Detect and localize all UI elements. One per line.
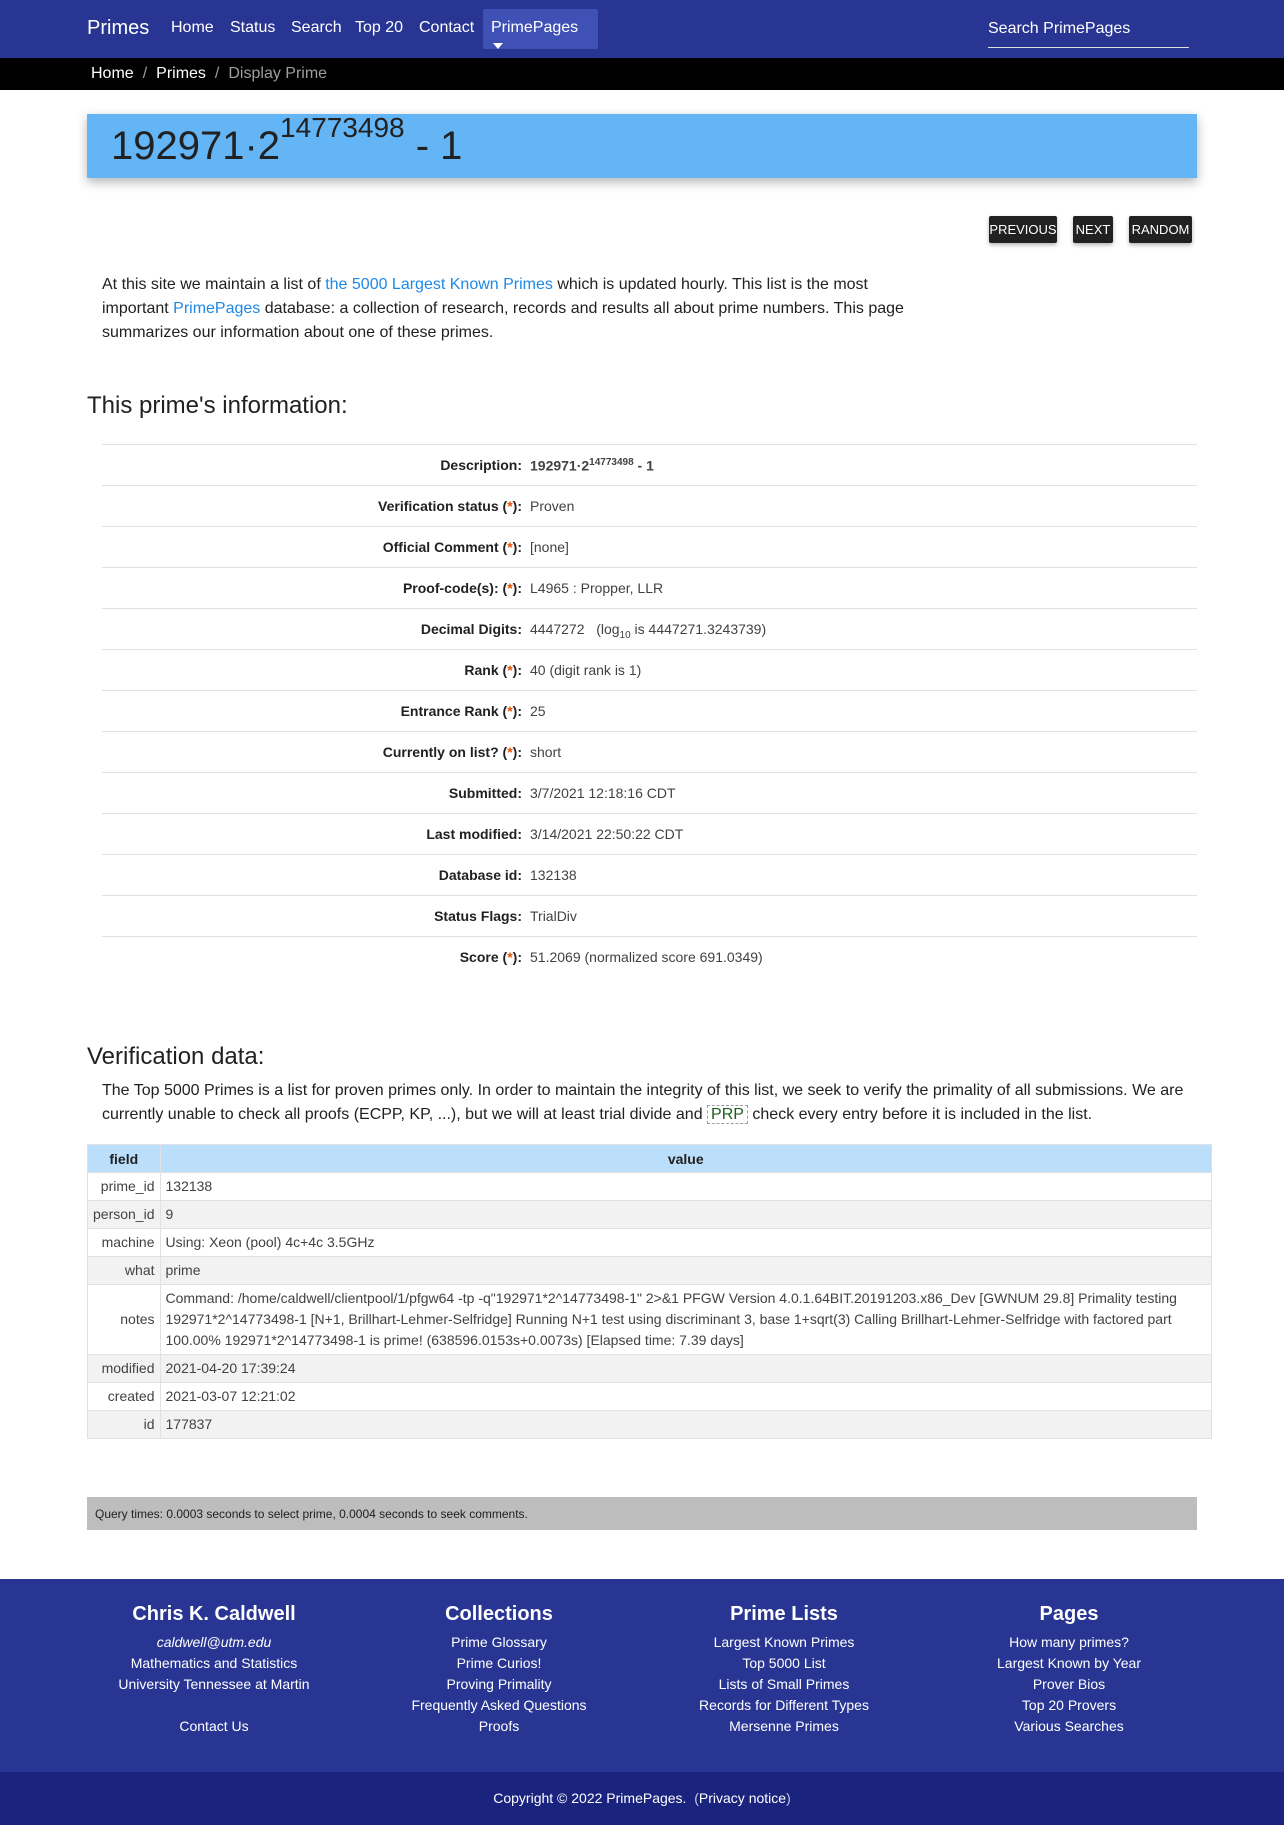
label-text: Currently on list? bbox=[382, 744, 499, 760]
value: short bbox=[530, 744, 562, 760]
log-text: is 4447271.3243739) bbox=[630, 621, 767, 637]
colon: : bbox=[517, 580, 522, 596]
colon: : bbox=[517, 662, 522, 678]
footer-link[interactable]: Lists of Small Primes bbox=[718, 1676, 850, 1692]
colon: : bbox=[517, 744, 522, 760]
value-cell: 9 bbox=[160, 1201, 1212, 1229]
search-input[interactable] bbox=[988, 10, 1189, 48]
footer-spacer bbox=[71, 1695, 357, 1716]
table-row bbox=[88, 1173, 1212, 1201]
label: Proof-code(s): (*): bbox=[402, 580, 522, 596]
label: Currently on list? (*): bbox=[382, 744, 522, 760]
help-star-link[interactable]: * bbox=[507, 744, 513, 760]
value-cell: Using: Xeon (pool) 4c+4c 3.5GHz bbox=[160, 1229, 1212, 1257]
field-cell: person_id bbox=[88, 1201, 161, 1229]
nav-home[interactable]: Home bbox=[171, 19, 214, 36]
field-cell: machine bbox=[88, 1229, 161, 1257]
info-row-description bbox=[102, 444, 1197, 485]
footer-heading: Chris K. Caldwell bbox=[132, 1603, 296, 1625]
breadcrumb-separator: / bbox=[142, 65, 148, 82]
colon: : bbox=[517, 539, 522, 555]
info-row-rank bbox=[102, 649, 1197, 690]
help-star-link[interactable]: * bbox=[507, 662, 513, 678]
value-cell: 2021-03-07 12:21:02 bbox=[160, 1383, 1212, 1411]
footer-link[interactable]: Top 5000 List bbox=[742, 1655, 826, 1671]
paren-close: ) bbox=[786, 1790, 791, 1806]
next-button[interactable]: NEXT bbox=[1073, 216, 1113, 243]
log-sub: 10 bbox=[619, 629, 631, 641]
table-row bbox=[88, 1411, 1212, 1439]
breadcrumb bbox=[0, 58, 1284, 90]
verification-heading: Verification data: bbox=[87, 1043, 265, 1070]
label-text: Rank bbox=[464, 662, 499, 678]
page-title bbox=[87, 114, 1197, 178]
footer-link[interactable]: Mersenne Primes bbox=[729, 1718, 839, 1734]
value-cell: 132138 bbox=[160, 1173, 1212, 1201]
value-cell: Command: /home/caldwell/clientpool/1/pfgw64 -tp -q"192971*2^14773498-1" 2>&1 PFGW Version 4.0.1.64BIT.20191203.x86_Dev [GWNUM 29.8] Primality testing 192971*2^14773498-1 [N+1, Brillhart-Lehmer-Selfridge] Running N+1 test using discriminant 3, base 1+sqrt(3) Calling Brillhart-Lehmer-Selfridge with factored part 100.00% 192971*2^14773498-1 is prime! (638596.0153s+0.0073s) [Elapsed time: 7.39 days] bbox=[160, 1285, 1212, 1355]
field-cell: modified bbox=[88, 1355, 161, 1383]
help-star-link[interactable]: * bbox=[507, 703, 513, 719]
brand-link[interactable]: Primes bbox=[87, 17, 150, 39]
copyright-text: Copyright © 2022 PrimePages. bbox=[493, 1790, 687, 1806]
field-cell: id bbox=[88, 1411, 161, 1439]
label: Official Comment (*): bbox=[382, 539, 522, 555]
footer-heading: Prime Lists bbox=[730, 1603, 838, 1625]
value-cell: 2021-04-20 17:39:24 bbox=[160, 1355, 1212, 1383]
label: Submitted: bbox=[448, 785, 522, 801]
footer-heading: Pages bbox=[1039, 1603, 1099, 1625]
table-row bbox=[88, 1383, 1212, 1411]
verification-paragraph bbox=[102, 1079, 1202, 1127]
nav-status[interactable]: Status bbox=[230, 19, 276, 36]
intro-text: database: a collection of research, records and results all about prime numbers. This page summarizes our information about one of these primes. bbox=[102, 300, 904, 341]
intro-text: At this site we maintain a list of bbox=[102, 276, 326, 293]
title-base: 192971·2 bbox=[111, 124, 281, 168]
breadcrumb-home[interactable]: Home bbox=[91, 65, 134, 82]
label: Description: bbox=[440, 457, 522, 473]
footer-link[interactable]: Various Searches bbox=[1014, 1718, 1124, 1734]
value: 3/14/2021 22:50:22 CDT bbox=[530, 826, 684, 842]
label-text: Score bbox=[459, 949, 499, 965]
info-row-score bbox=[102, 936, 1197, 977]
footer-link[interactable]: Proofs bbox=[478, 1718, 520, 1734]
value-cell: 177837 bbox=[160, 1411, 1212, 1439]
footer-link[interactable]: Mathematics and Statistics bbox=[130, 1655, 298, 1671]
table-row bbox=[88, 1201, 1212, 1229]
value: 132138 bbox=[530, 867, 577, 883]
field-cell: prime_id bbox=[88, 1173, 161, 1201]
table-row bbox=[88, 1257, 1212, 1285]
info-row-digits bbox=[102, 608, 1197, 649]
privacy-notice-link[interactable]: Privacy notice bbox=[698, 1790, 787, 1806]
value bbox=[530, 621, 766, 641]
info-row-onlist bbox=[102, 731, 1197, 772]
primepages-link[interactable]: PrimePages bbox=[173, 300, 261, 317]
colon: : bbox=[517, 703, 522, 719]
help-star-link[interactable]: * bbox=[507, 539, 513, 555]
footer-link[interactable]: Records for Different Types bbox=[699, 1697, 869, 1713]
random-button[interactable]: RANDOM bbox=[1129, 216, 1192, 243]
info-row-verification bbox=[102, 485, 1197, 526]
label: Score (*): bbox=[459, 949, 522, 965]
prime-info-table bbox=[102, 444, 1197, 977]
value: L4965 : Propper, LLR bbox=[530, 580, 664, 596]
info-row-comment bbox=[102, 526, 1197, 567]
header-value: value bbox=[160, 1145, 1212, 1173]
table-row bbox=[88, 1355, 1212, 1383]
value: TrialDiv bbox=[530, 908, 577, 924]
info-row-modified bbox=[102, 813, 1197, 854]
footer-link[interactable]: Largest Known by Year bbox=[997, 1655, 1141, 1671]
label-text: Official Comment bbox=[382, 539, 499, 555]
desc-exponent: 14773498 bbox=[589, 457, 634, 468]
footer-link[interactable]: Proving Primality bbox=[446, 1676, 552, 1692]
breadcrumb-current: Display Prime bbox=[228, 65, 328, 82]
intro-paragraph bbox=[102, 273, 932, 345]
primepages-dropdown[interactable] bbox=[483, 9, 598, 49]
footer-link[interactable]: Prover Bios bbox=[1032, 1676, 1106, 1692]
label: Rank (*): bbox=[464, 662, 522, 678]
footer-link[interactable]: Prime Curios! bbox=[456, 1655, 542, 1671]
header-field: field bbox=[88, 1145, 161, 1173]
nav-contact[interactable]: Contact bbox=[419, 19, 475, 36]
prp-term[interactable]: PRP bbox=[707, 1105, 748, 1124]
email-link[interactable]: caldwell@utm.edu bbox=[156, 1634, 272, 1650]
verif-text: The Top 5000 Primes is a list for proven primes only. In order to maintain the integrity of this list, we seek to verify the primality of all submissions. We are currently unable to check all proofs (ECPP, KP, ...), but we will at least trial divide and bbox=[102, 1082, 1184, 1123]
caret-down-icon bbox=[493, 43, 503, 49]
table-row bbox=[88, 1229, 1212, 1257]
footer-col-author bbox=[71, 1603, 357, 1737]
paren-open: ( bbox=[694, 1790, 699, 1806]
label-text: Proof-code(s): bbox=[402, 580, 499, 596]
footer-col-prime-lists bbox=[641, 1603, 927, 1737]
info-row-flags bbox=[102, 895, 1197, 936]
verif-text: check every entry before it is included in the list. bbox=[747, 1106, 1093, 1123]
colon: : bbox=[517, 498, 522, 514]
footer-link[interactable]: Frequently Asked Questions bbox=[411, 1697, 587, 1713]
help-star-link[interactable]: * bbox=[507, 949, 513, 965]
footer-link[interactable]: University Tennessee at Martin bbox=[118, 1676, 310, 1692]
field-cell: notes bbox=[88, 1285, 161, 1355]
help-star-link[interactable]: * bbox=[507, 498, 513, 514]
info-row-entrance bbox=[102, 690, 1197, 731]
previous-button[interactable]: PREVIOUS bbox=[989, 216, 1057, 243]
nav-top20[interactable]: Top 20 bbox=[355, 19, 404, 36]
value: 25 bbox=[530, 703, 546, 719]
footer-link[interactable]: How many primes? bbox=[1009, 1634, 1129, 1650]
query-times: Query times: 0.0003 seconds to select prime, 0.0004 seconds to seek comments. bbox=[87, 1497, 1197, 1530]
title-exponent: 14773498 bbox=[280, 112, 405, 143]
label: Decimal Digits: bbox=[420, 621, 522, 637]
label-text: Entrance Rank bbox=[400, 703, 499, 719]
desc-suffix: - 1 bbox=[633, 457, 654, 474]
colon: : bbox=[517, 949, 522, 965]
label: Verification status (*): bbox=[378, 498, 522, 514]
contact-us-link[interactable]: Contact Us bbox=[179, 1718, 249, 1734]
footer-link[interactable]: Largest Known Primes bbox=[713, 1634, 855, 1650]
digits-value: 4447272 bbox=[530, 621, 585, 637]
intro-text: which is updated hourly. This list is the most important bbox=[102, 276, 868, 317]
value-cell: prime bbox=[160, 1257, 1212, 1285]
copyright-bar bbox=[0, 1772, 1284, 1825]
breadcrumb-separator: / bbox=[214, 65, 220, 82]
nav-search[interactable]: Search bbox=[291, 19, 342, 36]
label: Last modified: bbox=[426, 826, 522, 842]
footer-col-pages bbox=[926, 1603, 1212, 1737]
help-star-link[interactable]: * bbox=[507, 580, 513, 596]
verification-table bbox=[87, 1144, 1212, 1439]
footer bbox=[0, 1579, 1284, 1772]
field-cell: what bbox=[88, 1257, 161, 1285]
value: Proven bbox=[530, 498, 575, 514]
info-row-dbid bbox=[102, 854, 1197, 895]
label-text: Verification status bbox=[378, 498, 499, 514]
breadcrumb-primes[interactable]: Primes bbox=[156, 65, 206, 82]
info-heading: This prime's information: bbox=[87, 392, 348, 419]
label: Entrance Rank (*): bbox=[400, 703, 522, 719]
label: Status Flags: bbox=[434, 908, 522, 924]
label: Database id: bbox=[438, 867, 522, 883]
footer-link[interactable]: Prime Glossary bbox=[451, 1634, 547, 1650]
footer-col-collections bbox=[356, 1603, 642, 1737]
value: 51.2069 (normalized score 691.0349) bbox=[530, 949, 763, 965]
log-text: (log bbox=[596, 621, 620, 637]
info-row-submitted bbox=[102, 772, 1197, 813]
table-row bbox=[88, 1285, 1212, 1355]
largest-primes-link[interactable]: the 5000 Largest Known Primes bbox=[325, 276, 553, 293]
description-link[interactable] bbox=[530, 457, 654, 474]
footer-heading: Collections bbox=[445, 1603, 553, 1625]
footer-link[interactable]: Top 20 Provers bbox=[1021, 1697, 1117, 1713]
navbar bbox=[0, 0, 1284, 58]
title-suffix: - 1 bbox=[404, 124, 463, 168]
info-row-proof bbox=[102, 567, 1197, 608]
value: 3/7/2021 12:18:16 CDT bbox=[530, 785, 676, 801]
desc-base: 192971·2 bbox=[530, 457, 590, 474]
value: 40 (digit rank is 1) bbox=[530, 662, 642, 678]
dropdown-label: PrimePages bbox=[491, 19, 579, 36]
comment-link[interactable]: [none] bbox=[530, 539, 569, 555]
field-cell: created bbox=[88, 1383, 161, 1411]
